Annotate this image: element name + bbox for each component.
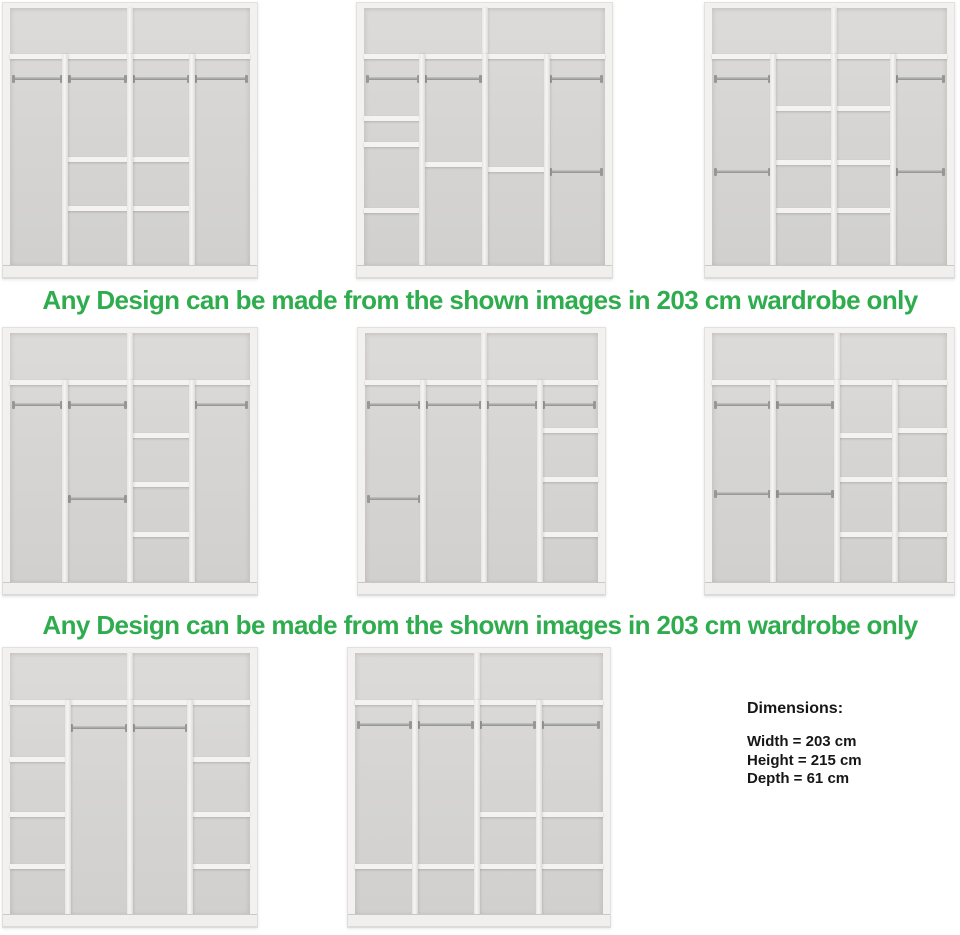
wardrobe-shelf: [130, 482, 192, 487]
dimension-width: Width = 203 cm: [747, 733, 857, 750]
wardrobe-partition: [127, 380, 133, 582]
hanging-rail: [897, 77, 943, 80]
wardrobe-partition: [831, 54, 837, 265]
wardrobe-partition: [481, 380, 487, 582]
wardrobe-shelf: [364, 142, 422, 147]
wardrobe-layout-2: [356, 2, 613, 279]
wardrobe-shelf: [834, 106, 893, 111]
wardrobe-interior: [712, 8, 947, 265]
wardrobe-shelf: [415, 864, 477, 869]
wardrobe-layout-3: [704, 2, 955, 279]
wardrobe-center-partition: [127, 653, 133, 700]
wardrobe-base: [348, 914, 610, 926]
wardrobe-shelf: [190, 757, 250, 762]
wardrobe-shelf: [895, 477, 947, 482]
hanging-rail: [369, 403, 419, 406]
wardrobe-shelf: [540, 532, 598, 537]
hanging-rail: [488, 403, 536, 406]
hanging-rail: [426, 77, 480, 80]
wardrobe-layout-6: [704, 327, 955, 596]
wardrobe-interior: [10, 653, 250, 914]
wardrobe-partition: [890, 54, 896, 265]
wardrobe-center-partition: [474, 653, 480, 700]
wardrobe-partition: [189, 54, 195, 265]
wardrobe-partition: [770, 380, 776, 582]
wardrobe-partition: [412, 700, 418, 914]
wardrobe-shelf: [539, 812, 603, 817]
wardrobe-base: [705, 582, 954, 594]
hanging-rail: [716, 492, 769, 495]
hanging-rail: [359, 723, 410, 726]
hanging-rail: [368, 77, 418, 80]
wardrobe-shelf: [10, 757, 68, 762]
hanging-rail: [716, 170, 769, 173]
wardrobe-shelf: [477, 864, 539, 869]
hanging-rail: [14, 77, 61, 80]
wardrobe-partition: [189, 380, 195, 582]
hanging-rail: [134, 77, 188, 80]
hanging-rail: [196, 403, 246, 406]
dimension-height: Height = 215 cm: [747, 751, 862, 769]
wardrobe-shelf: [190, 812, 250, 817]
wardrobe-interior: [10, 333, 250, 582]
hanging-rail: [778, 492, 833, 495]
wardrobe-shelf: [834, 208, 893, 213]
wardrobe-shelf: [65, 206, 130, 211]
wardrobe-base: [3, 914, 257, 926]
wardrobe-interior: [355, 653, 603, 914]
hanging-rail: [544, 403, 594, 406]
wardrobe-partition: [537, 380, 543, 582]
wardrobe-shelf: [539, 864, 603, 869]
wardrobe-partition: [544, 54, 550, 265]
wardrobe-partition: [419, 54, 425, 265]
wardrobe-layout-7: [2, 647, 258, 928]
hanging-rail: [419, 723, 472, 726]
wardrobe-shelf: [485, 167, 548, 172]
wardrobe-partition: [892, 380, 898, 582]
wardrobe-top-shelf: [712, 54, 947, 59]
wardrobe-base: [358, 582, 605, 594]
wardrobe-interior: [365, 333, 598, 582]
wardrobe-shelf: [837, 477, 896, 482]
wardrobe-layout-1: [2, 2, 258, 279]
wardrobe-partition: [65, 700, 71, 914]
wardrobe-shelf: [895, 532, 947, 537]
wardrobe-base: [3, 582, 257, 594]
wardrobe-shelf: [540, 428, 598, 433]
design-note-banner-1: Any Design can be made from the shown images in 203 cm wardrobe only: [42, 285, 918, 315]
hanging-rail: [72, 726, 126, 729]
wardrobe-partition: [187, 700, 193, 914]
wardrobe-partition: [482, 54, 488, 265]
hanging-rail: [14, 403, 61, 406]
wardrobe-center-partition: [482, 8, 488, 54]
wardrobe-partition: [62, 54, 68, 265]
wardrobe-shelf: [895, 428, 947, 433]
wardrobe-shelf: [422, 162, 485, 167]
wardrobe-shelf: [540, 477, 598, 482]
dimensions-title: Dimensions:: [747, 700, 844, 717]
wardrobe-shelf: [477, 812, 539, 817]
wardrobe-base: [3, 265, 257, 277]
wardrobe-shelf: [837, 532, 896, 537]
wardrobe-shelf: [190, 864, 250, 869]
wardrobe-interior: [364, 8, 605, 265]
hanging-rail: [897, 170, 943, 173]
hanging-rail: [551, 77, 601, 80]
wardrobe-center-partition: [127, 8, 133, 54]
wardrobe-partition: [536, 700, 542, 914]
wardrobe-shelf: [837, 433, 896, 438]
wardrobe-layout-8: [347, 647, 611, 928]
wardrobe-partition: [127, 54, 133, 265]
hanging-rail: [716, 77, 769, 80]
wardrobe-shelf: [130, 433, 192, 438]
wardrobe-shelf: [355, 864, 415, 869]
dimensions-lines: [747, 733, 862, 789]
wardrobe-partition: [834, 380, 840, 582]
wardrobe-center-partition: [831, 8, 837, 54]
wardrobe-interior: [10, 8, 250, 265]
hanging-rail: [778, 403, 833, 406]
hanging-rail: [427, 403, 479, 406]
hanging-rail: [551, 170, 601, 173]
wardrobe-shelf: [130, 532, 192, 537]
dimension-depth: Depth = 61 cm: [747, 770, 850, 787]
wardrobe-partition: [770, 54, 776, 265]
hanging-rail: [716, 403, 769, 406]
wardrobe-partition: [127, 700, 133, 914]
hanging-rail: [481, 723, 534, 726]
wardrobe-shelf: [10, 864, 68, 869]
wardrobe-partition: [474, 700, 480, 914]
wardrobe-top-shelf: [712, 380, 947, 385]
hanging-rail: [70, 403, 126, 406]
wardrobe-shelf: [773, 106, 834, 111]
wardrobe-shelf: [364, 116, 422, 121]
wardrobe-layout-4: [2, 327, 258, 596]
hanging-rail: [196, 77, 246, 80]
wardrobe-layout-5: [357, 327, 606, 596]
wardrobe-partition: [420, 380, 426, 582]
hanging-rail: [543, 723, 598, 726]
wardrobe-base: [357, 265, 612, 277]
hanging-rail: [70, 77, 126, 80]
hanging-rail: [134, 726, 186, 729]
wardrobe-shelf: [773, 208, 834, 213]
wardrobe-shelf: [10, 812, 68, 817]
dimensions-panel: [747, 700, 862, 789]
hanging-rail: [70, 497, 126, 500]
wardrobe-shelf: [364, 208, 422, 213]
wardrobe-shelf: [130, 206, 192, 211]
wardrobe-interior: [712, 333, 947, 582]
wardrobe-center-partition: [481, 333, 487, 380]
hanging-rail: [369, 497, 419, 500]
wardrobe-shelf: [65, 157, 130, 162]
wardrobe-center-partition: [834, 333, 840, 380]
wardrobe-partition: [62, 380, 68, 582]
wardrobe-center-partition: [127, 333, 133, 380]
wardrobe-shelf: [130, 157, 192, 162]
wardrobe-shelf: [834, 160, 893, 165]
design-note-banner-2: Any Design can be made from the shown images in 203 cm wardrobe only: [42, 610, 918, 640]
wardrobe-base: [705, 265, 954, 277]
wardrobe-shelf: [773, 160, 834, 165]
